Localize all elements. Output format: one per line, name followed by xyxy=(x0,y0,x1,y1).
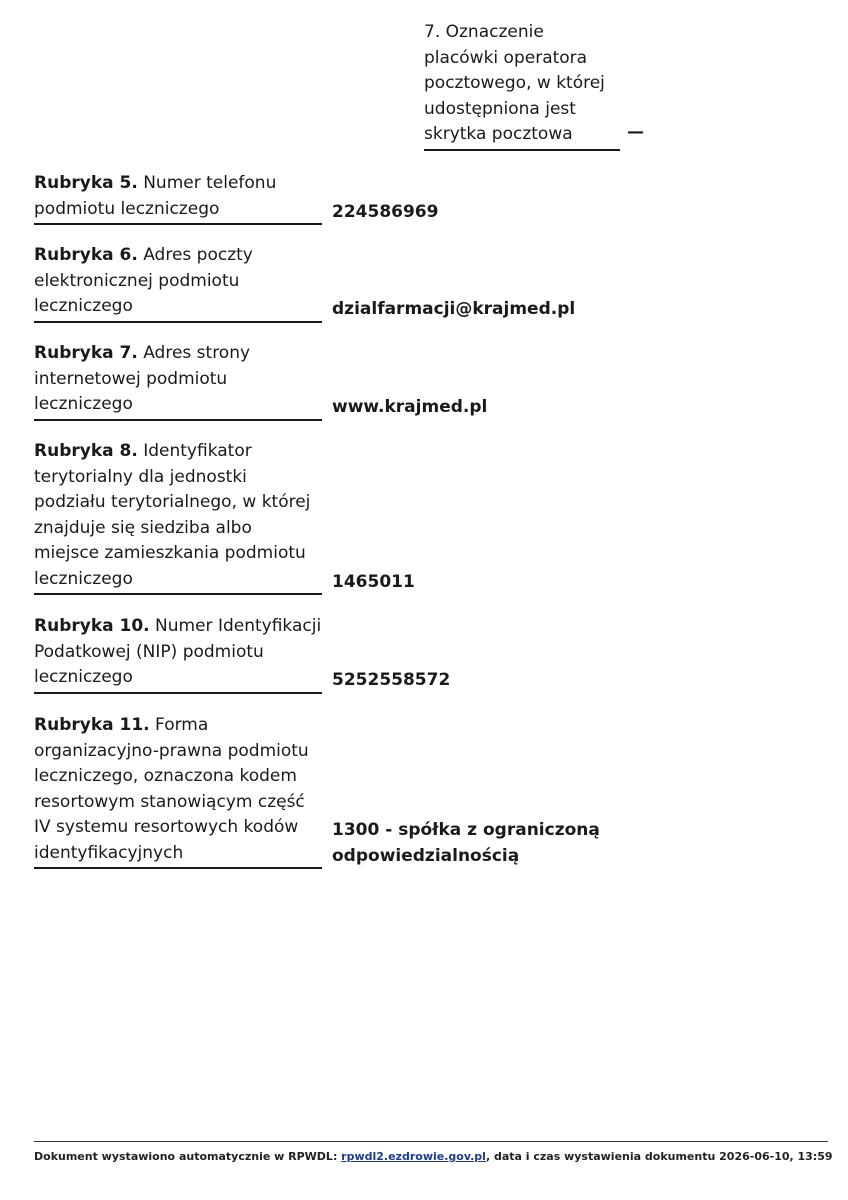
field-label xyxy=(34,341,322,421)
field-label xyxy=(34,439,322,595)
field-number: Rubryka 6. xyxy=(34,245,138,265)
field-label xyxy=(34,171,322,225)
footer-divider xyxy=(34,1141,828,1142)
field-rubryka-6 xyxy=(34,243,848,323)
field-label xyxy=(34,614,322,694)
field-value: dzialfarmacji@krajmed.pl xyxy=(332,299,576,319)
field-label-text: Identyfikator terytorialny dla jednostki podziału terytorialnego, w której znajduje się siedziba albo miejsce zamieszkania podmiotu leczniczego xyxy=(34,441,311,589)
field-value-7: — xyxy=(627,122,644,142)
field-label-text: Adres strony internetowej podmiotu leczniczego xyxy=(34,343,251,414)
field-number: Rubryka 5. xyxy=(34,173,138,193)
field-label-text: Numer Identyfikacji Podatkowej (NIP) podmiotu leczniczego xyxy=(34,616,322,687)
footer-link[interactable]: rpwdl2.ezdrowie.gov.pl xyxy=(341,1150,486,1163)
field-number: Rubryka 11. xyxy=(34,715,150,735)
field-label-7: 7. Oznaczenie placówki operatora pocztowego, w której udostępniona jest skrytka pocztowa xyxy=(424,20,620,151)
field-rubryka-10 xyxy=(34,614,848,694)
field-label-text: Forma organizacyjno-prawna podmiotu leczniczego, oznaczona kodem resortowym stanowiącym część IV systemu resortowych kodów identyfikacyjnych xyxy=(34,715,309,863)
field-label xyxy=(34,243,322,323)
field-value: 5252558572 xyxy=(332,670,451,690)
footer-prefix: Dokument wystawiono automatycznie w RPWDL: xyxy=(34,1150,342,1163)
field-rubryka-8 xyxy=(34,439,848,595)
field-label-text: Adres poczty elektronicznej podmiotu leczniczego xyxy=(34,245,253,316)
field-number: Rubryka 10. xyxy=(34,616,150,636)
top-block xyxy=(424,20,620,151)
field-value: 1465011 xyxy=(332,571,415,592)
field-label xyxy=(34,713,322,869)
field-number: Rubryka 8. xyxy=(34,441,138,461)
field-rubryka-7 xyxy=(34,341,848,421)
field-rubryka-11 xyxy=(34,713,848,869)
field-value: www.krajmed.pl xyxy=(332,397,488,417)
field-label-text: Numer telefonu podmiotu leczniczego xyxy=(34,173,277,219)
field-value: 1300 - spółka z ograniczoną odpowiedzialnością xyxy=(332,820,600,866)
field-value: 224586969 xyxy=(332,201,439,222)
footer-suffix: , data i czas wystawienia dokumentu 2026-06-10, 13:59 xyxy=(485,1150,833,1163)
footer-note xyxy=(34,1150,833,1163)
field-number: Rubryka 7. xyxy=(34,343,138,363)
field-rubryka-5 xyxy=(34,171,848,225)
